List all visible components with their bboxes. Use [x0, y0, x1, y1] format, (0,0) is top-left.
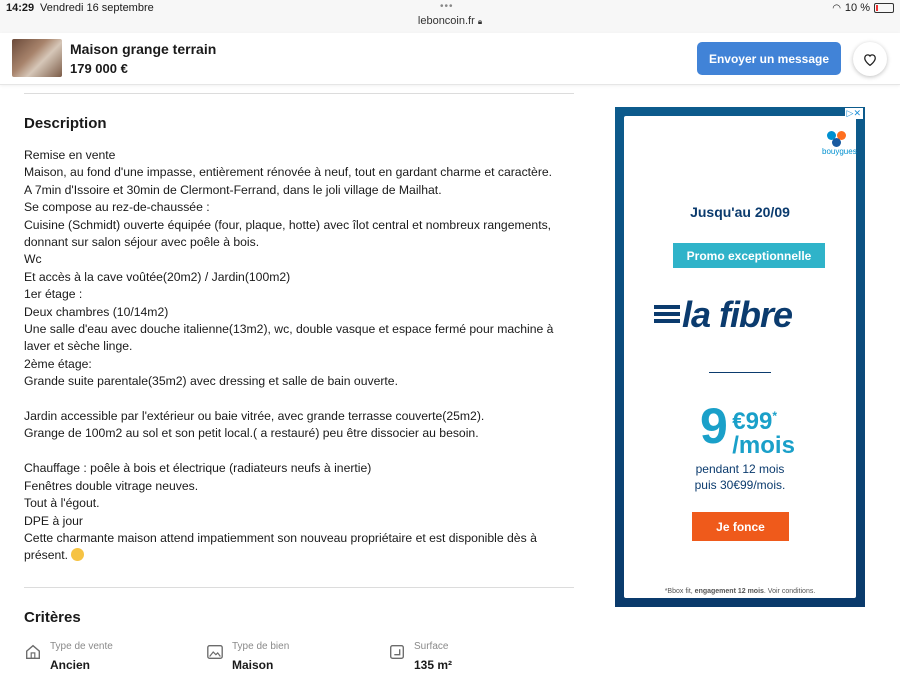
status-time: 14:29	[6, 2, 35, 14]
ad-promo-badge: Promo exceptionnelle	[673, 243, 825, 268]
ad-choices-icon[interactable]: ▷✕	[846, 108, 861, 118]
ad-price-unit: /mois	[732, 432, 795, 459]
listing-title: Maison grange terrain	[70, 41, 217, 57]
listing-price: 179 000 €	[70, 61, 128, 76]
criteria-title: Critères	[24, 609, 81, 626]
ad-banner[interactable]	[615, 107, 865, 607]
description-body	[24, 147, 574, 565]
criteria-value: Maison	[232, 658, 274, 672]
description-line: Grande suite parentale(35m2) avec dressing et salle de bain ouverte.	[24, 374, 398, 389]
description-title: Description	[24, 115, 107, 132]
blank-line	[24, 391, 574, 408]
house-icon	[24, 643, 42, 661]
description-line: Se compose au rez-de-chaussée :	[24, 200, 210, 215]
description-line: DPE à jour	[24, 513, 83, 528]
ad-sub1: pendant 12 mois	[695, 462, 785, 476]
criteria-label: Type de vente	[50, 641, 113, 652]
tab-dots-icon[interactable]: •••	[440, 1, 454, 12]
sticky-header	[0, 33, 900, 85]
ad-legal-a: *Bbox fit,	[664, 588, 695, 595]
url-text: leboncoin.fr	[417, 15, 475, 27]
ad-price-rest	[732, 404, 795, 458]
winking-emoji-icon	[71, 548, 84, 561]
description-line: Et accès à la cave voûtée(20m2) / Jardin(100m2)	[24, 269, 291, 284]
ad-price-dec: €99	[732, 408, 773, 435]
description-line: 1er étage :	[24, 287, 83, 302]
description-line: Wc	[24, 252, 42, 267]
area-icon	[388, 643, 406, 661]
bouygues-logo	[822, 131, 857, 156]
criteria-item	[206, 641, 289, 672]
description-line: A 7min d'Issoire et 30min de Clermont-Ferrand, dans le joli village de Mailhat.	[24, 182, 442, 197]
description-line: Une salle d'eau avec douche italienne(13m2), wc, double vasque et espace fermé pour machine à	[24, 322, 554, 337]
criteria-item	[388, 641, 452, 672]
description-line: Maison, au fond d'une impasse, entièrement rénovée à neuf, tout en gardant charme et caractère.	[24, 165, 553, 180]
favorite-button[interactable]	[853, 42, 887, 76]
description-line: Jardin accessible par l'extérieur ou baie vitrée, avec grande terrasse couverte(25m2).	[24, 409, 485, 424]
description-line: laver et sèche linge.	[24, 339, 133, 354]
ad-subtext	[624, 461, 856, 493]
description-line: Fenêtres double vitrage neuves.	[24, 478, 199, 493]
top-divider	[24, 93, 574, 94]
battery-icon	[874, 3, 894, 13]
ad-legal-c: . Voir conditions.	[763, 588, 816, 595]
heart-icon	[863, 53, 877, 66]
ad-legal	[624, 588, 856, 595]
criteria-value: 135 m²	[414, 658, 453, 672]
send-message-button[interactable]: Envoyer un message	[697, 42, 841, 75]
status-bar	[0, 0, 900, 33]
criteria-label: Surface	[414, 641, 449, 652]
description-line: Chauffage : poêle à bois et électrique (radiateurs neufs à inertie)	[24, 461, 372, 476]
description-line: Cuisine (Schmidt) ouverte équipée (four, plaque, hotte) avec îlot central et nombreux rangements,	[24, 217, 552, 232]
wifi-icon: ◠	[832, 2, 841, 14]
description-line: 2ème étage:	[24, 356, 92, 371]
ad-legal-b: engagement 12 mois	[694, 588, 764, 595]
url-bar[interactable]	[0, 15, 900, 27]
description-line: Cette charmante maison attend impatiemment son nouveau propriétaire et est disponible dès à	[24, 530, 537, 545]
blank-line	[24, 443, 574, 460]
criteria-value: Ancien	[50, 658, 91, 672]
ad-cta-button[interactable]: Je fonce	[692, 512, 789, 541]
middle-divider	[24, 587, 574, 588]
ad-product-label: la fibre	[682, 294, 793, 335]
description-line: donnant sur salon séjour avec poêle à bois.	[24, 235, 260, 250]
ad-until: Jusqu'au 20/09	[690, 204, 790, 220]
ad-sub2: puis 30€99/mois.	[694, 478, 786, 492]
bouygues-logo-icon	[827, 131, 847, 147]
ad-card[interactable]	[624, 116, 856, 598]
battery-label: 10 %	[844, 2, 870, 14]
ad-price-star: *	[772, 409, 777, 423]
image-icon	[206, 643, 224, 661]
lock-icon: 🔒︎	[477, 17, 483, 26]
description-line: Remise en vente	[24, 148, 116, 162]
status-right	[832, 2, 894, 14]
criteria-label: Type de bien	[232, 641, 290, 652]
description-line: Tout à l'égout.	[24, 496, 100, 511]
description-line: Deux chambres (10/14m2)	[24, 304, 169, 319]
ad-product	[654, 294, 792, 336]
fibre-lines-icon	[654, 305, 680, 323]
ad-price-int: 9	[700, 398, 728, 454]
ad-rule	[709, 372, 771, 373]
criteria-item	[24, 641, 113, 672]
ad-price	[700, 398, 795, 459]
brand-name: bouygues	[822, 147, 857, 156]
description-line: présent.	[24, 548, 69, 563]
description-line: Grange de 100m2 au sol et son petit local.( a restauré) peu être dissocier au besoin.	[24, 426, 479, 441]
description-line-last	[24, 547, 574, 564]
listing-thumbnail[interactable]	[12, 39, 62, 77]
status-date: Vendredi 16 septembre	[40, 2, 154, 14]
